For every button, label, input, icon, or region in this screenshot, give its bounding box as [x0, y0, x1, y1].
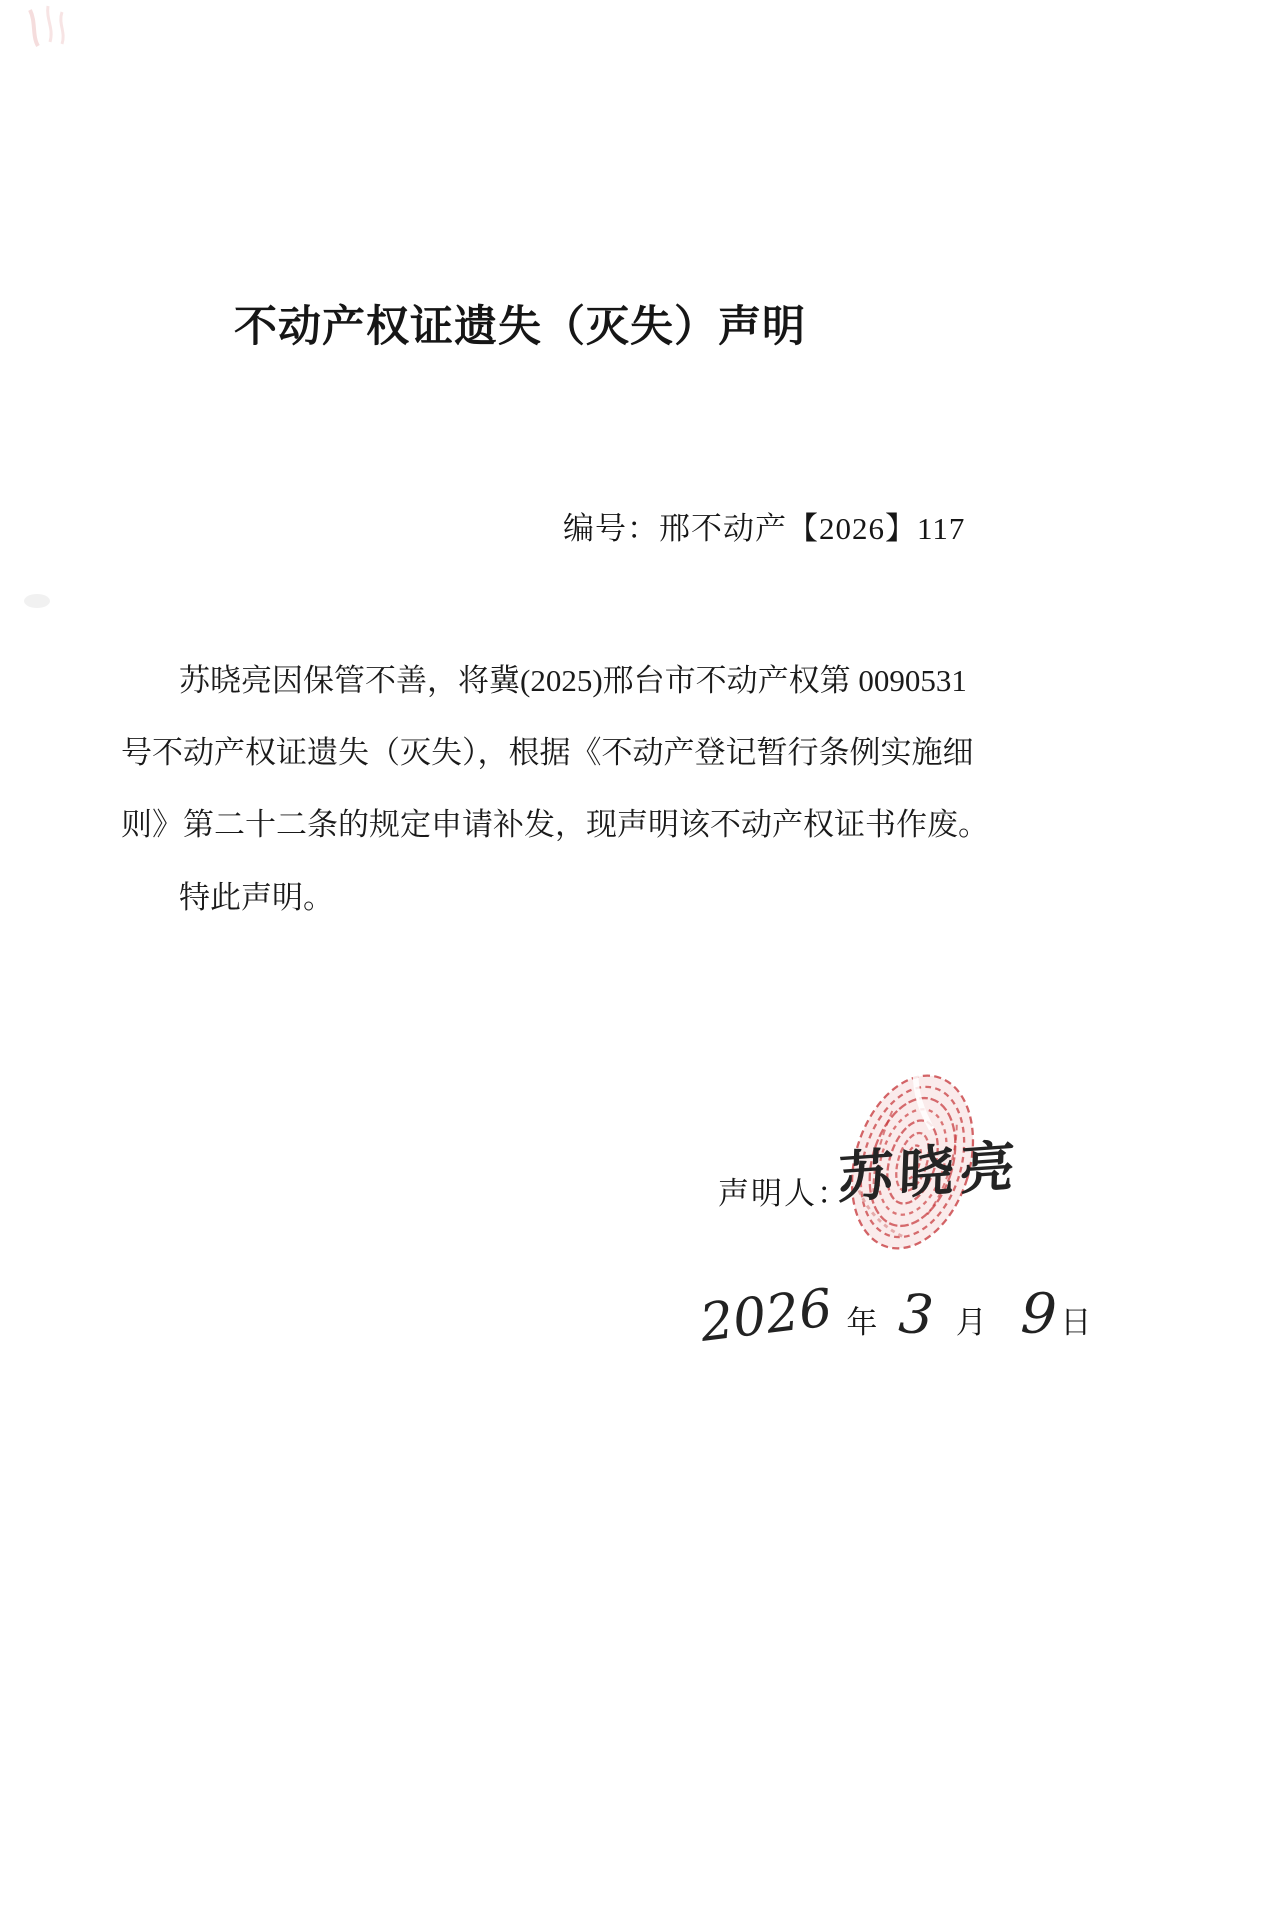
document-title: 不动产权证遗失（灭失）声明 — [234, 303, 806, 351]
scan-artifact — [18, 2, 88, 62]
date-month-handwritten: 3 — [897, 1281, 936, 1348]
date-day-handwritten: 9 — [1019, 1281, 1059, 1348]
declarant-signature: 苏晓亮 — [836, 1132, 1022, 1211]
declarant-label: 声明人： — [718, 1176, 850, 1211]
date-year-handwritten: 2026 — [696, 1278, 836, 1354]
document-number: 编号：邢不动产【2026】117 — [563, 511, 966, 546]
body-line: 号不动产权证遗失（灭失），根据《不动产登记暂行条例实施细 — [121, 735, 974, 770]
date-month-unit: 月 — [955, 1305, 987, 1340]
scan-artifact — [24, 594, 50, 608]
closing-statement: 特此声明。 — [179, 880, 334, 915]
date-day-unit: 日 — [1060, 1305, 1092, 1340]
body-line: 苏晓亮因保管不善，将冀(2025)邢台市不动产权第 0090531 — [179, 663, 967, 698]
date-line — [696, 1278, 1092, 1354]
body-line: 则》第二十二条的规定申请补发，现声明该不动产权证书作废。 — [121, 807, 989, 842]
date-year-unit: 年 — [846, 1305, 878, 1340]
body-paragraph — [121, 645, 989, 861]
